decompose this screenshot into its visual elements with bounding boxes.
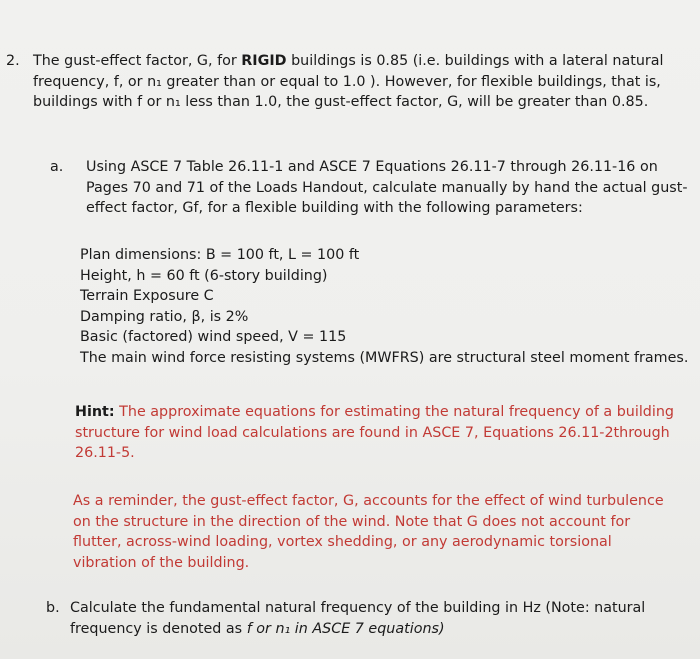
reminder-paragraph: As a reminder, the gust-effect factor, G, accounts for the effect of wind turbulence on the structure in the direction of the wind. Note that G does not account for flutter, across-wind loading, vortex shedding, or any aerodynamic torsional vibration of the building. xyxy=(73,493,664,571)
part-b-text-end: in ASCE 7 equations) xyxy=(290,620,445,637)
part-b-or-word: or xyxy=(251,620,276,637)
part-b-f-symbol: f xyxy=(246,620,252,637)
part-b-text xyxy=(70,598,690,639)
param-mwfrs: The main wind force resisting systems (MWFRS) are structural steel moment frames. xyxy=(80,349,689,366)
hint-text: The approximate equations for estimating the natural frequency of a building structure for wind load calculations are found in ASCE 7, Equations 26.11-2through 26.11-5. xyxy=(75,404,674,461)
intro-bold-term: RIGID xyxy=(241,53,287,69)
part-a-label: a. xyxy=(50,159,64,175)
intro-text-start: The gust-effect factor, G, for xyxy=(33,53,242,69)
hint-paragraph xyxy=(75,402,675,464)
question-number: 2. xyxy=(6,53,20,69)
part-b-label: b. xyxy=(46,600,60,616)
hint-label: Hint: xyxy=(75,404,115,420)
param-damping-ratio: Damping ratio, β, is 2% xyxy=(80,308,249,325)
part-a-text: Using ASCE 7 Table 26.11-1 and ASCE 7 Equations 26.11-7 through 26.11-16 on Pages 70 and 71 of the Loads Handout, calculate manually by hand the actual gust-effect factor, Gf, for a flexible building with the following parameters: xyxy=(86,159,688,216)
intro-text-end: buildings is 0.85 (i.e. buildings with a lateral natural frequency, f, or n₁ greater than or equal to 1.0 ). However, for flexible buildings, that is, buildings with f or n₁ less than 1.0, the gust-effect factor, G, will be greater than 0.85. xyxy=(33,53,664,110)
part-b-n-symbol: n₁ xyxy=(275,620,291,637)
param-plan-dimensions: Plan dimensions: B = 100 ft, L = 100 ft xyxy=(80,247,360,263)
param-terrain-exposure: Terrain Exposure C xyxy=(80,288,214,304)
parameter-list xyxy=(80,245,690,368)
question-intro xyxy=(33,51,693,113)
param-wind-speed: Basic (factored) wind speed, V = 115 xyxy=(80,329,347,345)
param-height: Height, h = 60 ft (6-story building) xyxy=(80,267,328,284)
part-b-text-start: Calculate the fundamental natural frequency of the building in Hz (Note: natural frequency is denoted as xyxy=(70,600,646,637)
